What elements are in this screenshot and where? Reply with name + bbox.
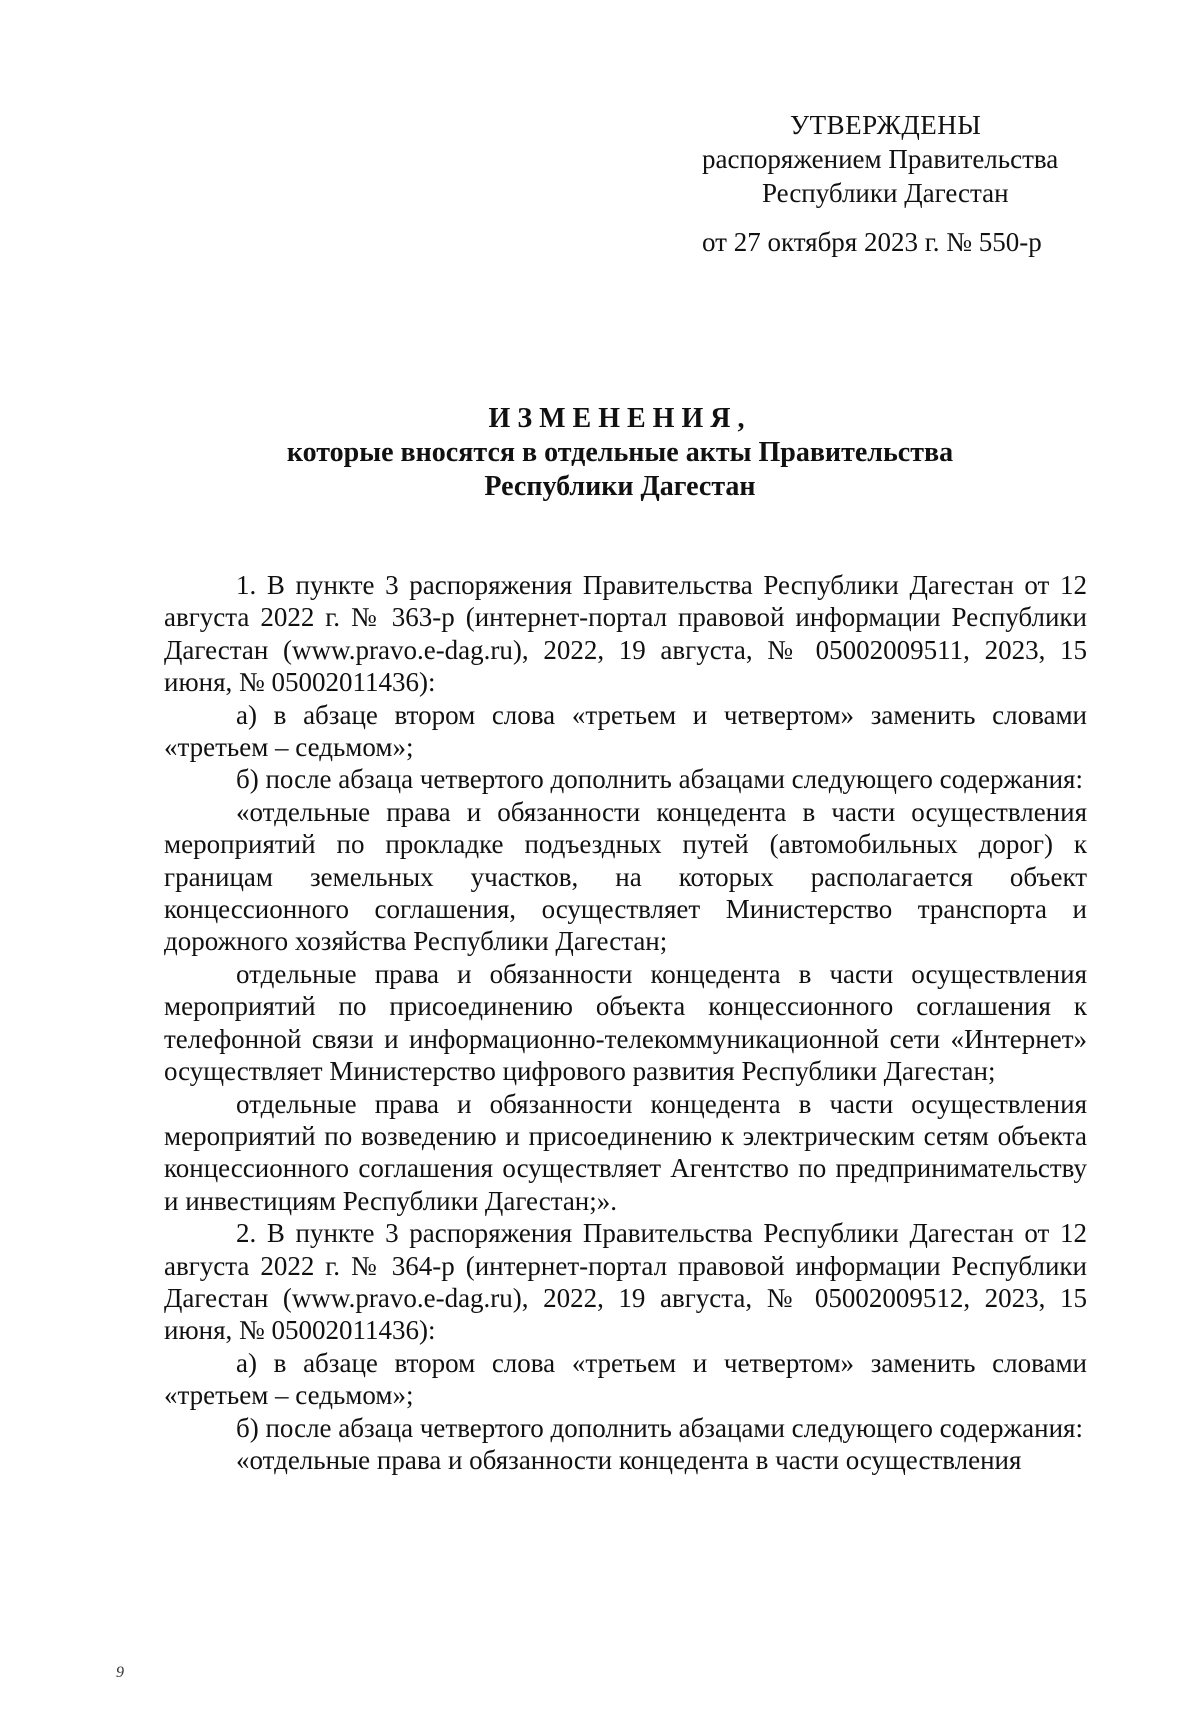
- approval-region-line: Республики Дагестан: [762, 178, 1009, 208]
- scan-mark: 9: [116, 1664, 124, 1681]
- paragraph: 1. В пункте 3 распоряжения Правительства Республики Дагестан от 12 августа 2022 г. № 363-р (интернет-портал правовой информации Республики Дагестан (www.pravo.e-dag.ru), 2022, 19 августа, № 05002009511, 2023, 15 июня, № 05002011436):: [164, 570, 1087, 698]
- paragraph: а) в абзаце втором слова «третьем и четвертом» заменить словами «третьем – седьмом»;: [164, 1347, 1087, 1411]
- paragraph: 2. В пункте 3 распоряжения Правительства Республики Дагестан от 12 августа 2022 г. № 364-р (интернет-портал правовой информации Республики Дагестан (www.pravo.e-dag.ru), 2022, 19 августа, № 05002009512, 2023, 15 июня, № 05002011436):: [164, 1218, 1087, 1346]
- paragraph: «отдельные права и обязанности концедента в части осуществления мероприятий по прокладке подъездных путей (автомобильных дорог) к границам земельных участков, на которых располагается объект концессионного соглашения, осуществляет Министерство транспорта и дорожного хозяйства Республики Дагестан;: [164, 796, 1087, 957]
- paragraph: отдельные права и обязанности концедента в части осуществления мероприятий по возведению и присоединению к электрическим сетям объекта концессионного соглашения осуществляет Агентство по предпринимательству и инвестициям Республики Дагестан;».: [164, 1088, 1087, 1216]
- paragraph: «отдельные права и обязанности концедента в части осуществления: [236, 1444, 1022, 1475]
- approval-title: УТВЕРЖДЕНЫ: [790, 110, 982, 140]
- paragraph: б) после абзаца четвертого дополнить абзацами следующего содержания:: [236, 764, 1083, 795]
- paragraph: отдельные права и обязанности концедента в части осуществления мероприятий по присоединению объекта концессионного соглашения к телефонной связи и информационно-телекоммуникационной сети «Интернет» осуществляет Министерство цифрового развития Республики Дагестан;: [164, 958, 1087, 1087]
- document-title: ИЗМЕНЕНИЯ,: [488, 403, 752, 434]
- document-subtitle-line2: Республики Дагестан: [484, 471, 756, 502]
- approval-block: [690, 108, 1090, 259]
- document-heading: [180, 402, 1060, 504]
- document-body: [164, 569, 1087, 1476]
- approval-issuer-line: распоряжением Правительства: [702, 144, 1059, 174]
- paragraph: а) в абзаце втором слова «третьем и четвертом» заменить словами «третьем – седьмом»;: [164, 699, 1087, 763]
- document-subtitle-line1: которые вносятся в отдельные акты Правительства: [286, 437, 954, 468]
- paragraph: б) после абзаца четвертого дополнить абзацами следующего содержания:: [236, 1412, 1083, 1443]
- approval-date: от 27 октября 2023 г. № 550-р: [702, 227, 1042, 257]
